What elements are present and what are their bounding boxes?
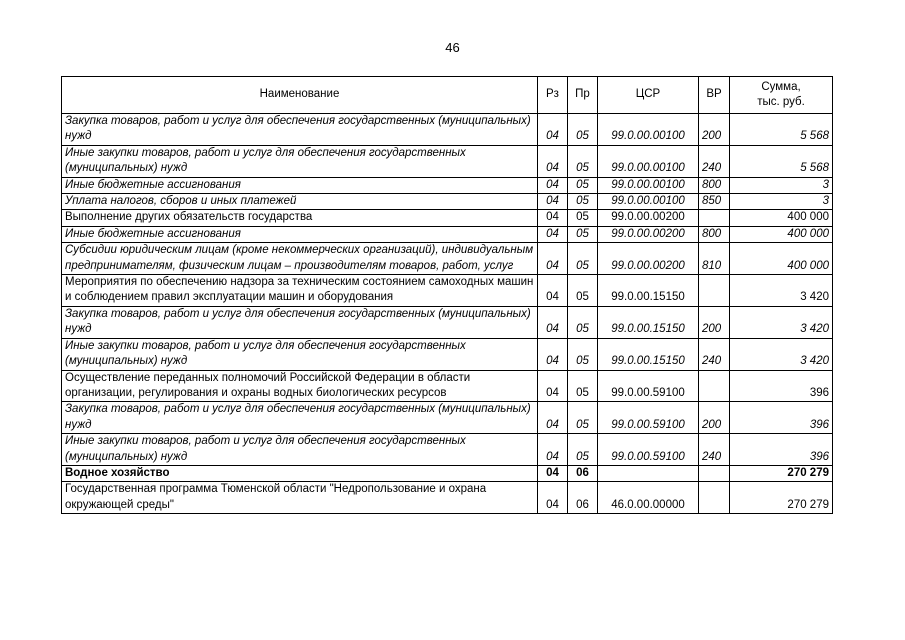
cell-pr: 05 — [568, 370, 598, 402]
cell-rz: 04 — [538, 402, 568, 434]
cell-vr: 850 — [699, 194, 730, 210]
budget-table — [61, 76, 833, 514]
cell-rz: 04 — [538, 465, 568, 481]
table-row — [62, 434, 833, 466]
header-pr: Пр — [568, 77, 598, 114]
cell-name: Мероприятия по обеспечению надзора за техническим состоянием самоходных машин и соблюдением правил эксплуатации машин и оборудования — [62, 275, 538, 307]
cell-sum: 396 — [730, 370, 833, 402]
cell-sum: 3 — [730, 194, 833, 210]
cell-rz: 04 — [538, 434, 568, 466]
cell-vr: 200 — [699, 402, 730, 434]
header-name: Наименование — [62, 77, 538, 114]
cell-name: Иные бюджетные ассигнования — [62, 177, 538, 193]
cell-rz: 04 — [538, 114, 568, 146]
cell-pr: 05 — [568, 402, 598, 434]
header-sum: Сумма, тыс. руб. — [730, 77, 833, 114]
cell-sum: 400 000 — [730, 210, 833, 226]
cell-name: Водное хозяйство — [62, 465, 538, 481]
cell-vr — [699, 370, 730, 402]
cell-vr — [699, 465, 730, 481]
cell-csr: 46.0.00.00000 — [598, 482, 699, 514]
cell-name: Иные бюджетные ассигнования — [62, 226, 538, 242]
cell-vr: 200 — [699, 114, 730, 146]
cell-pr: 05 — [568, 434, 598, 466]
cell-pr: 05 — [568, 210, 598, 226]
cell-pr: 05 — [568, 194, 598, 210]
cell-name: Государственная программа Тюменской области "Недропользование и охрана окружающей среды" — [62, 482, 538, 514]
cell-csr: 99.0.00.00100 — [598, 114, 699, 146]
cell-vr: 240 — [699, 338, 730, 370]
cell-sum: 3 — [730, 177, 833, 193]
cell-rz: 04 — [538, 306, 568, 338]
table-row — [62, 194, 833, 210]
cell-name: Выполнение других обязательств государства — [62, 210, 538, 226]
header-vr: ВР — [699, 77, 730, 114]
cell-name: Иные закупки товаров, работ и услуг для обеспечения государственных (муниципальных) нужд — [62, 338, 538, 370]
cell-sum: 396 — [730, 402, 833, 434]
cell-csr: 99.0.00.00100 — [598, 194, 699, 210]
cell-name: Субсидии юридическим лицам (кроме некоммерческих организаций), индивидуальным предпринимателям, физическим лицам – производителям товаров, работ, услуг — [62, 243, 538, 275]
table-header — [62, 77, 833, 114]
cell-csr: 99.0.00.00200 — [598, 210, 699, 226]
cell-sum: 400 000 — [730, 243, 833, 275]
cell-name: Иные закупки товаров, работ и услуг для обеспечения государственных (муниципальных) нужд — [62, 434, 538, 466]
table-row — [62, 465, 833, 481]
cell-vr: 800 — [699, 177, 730, 193]
table-row — [62, 482, 833, 514]
table-row — [62, 275, 833, 307]
cell-csr: 99.0.00.00200 — [598, 243, 699, 275]
header-csr: ЦСР — [598, 77, 699, 114]
cell-rz: 04 — [538, 243, 568, 275]
cell-sum: 400 000 — [730, 226, 833, 242]
cell-rz: 04 — [538, 210, 568, 226]
cell-pr: 05 — [568, 275, 598, 307]
cell-sum: 270 279 — [730, 482, 833, 514]
page-number: 46 — [445, 40, 460, 55]
cell-rz: 04 — [538, 482, 568, 514]
cell-sum: 5 568 — [730, 114, 833, 146]
cell-sum: 3 420 — [730, 306, 833, 338]
cell-sum: 3 420 — [730, 338, 833, 370]
cell-csr: 99.0.00.59100 — [598, 434, 699, 466]
cell-csr: 99.0.00.15150 — [598, 338, 699, 370]
cell-rz: 04 — [538, 275, 568, 307]
cell-rz: 04 — [538, 370, 568, 402]
table-body — [62, 114, 833, 514]
cell-name: Закупка товаров, работ и услуг для обеспечения государственных (муниципальных) нужд — [62, 306, 538, 338]
table-row — [62, 210, 833, 226]
cell-csr: 99.0.00.00200 — [598, 226, 699, 242]
cell-csr: 99.0.00.00100 — [598, 145, 699, 177]
cell-pr: 05 — [568, 226, 598, 242]
cell-rz: 04 — [538, 338, 568, 370]
cell-name: Закупка товаров, работ и услуг для обеспечения государственных (муниципальных) нужд — [62, 402, 538, 434]
cell-vr — [699, 482, 730, 514]
cell-sum: 396 — [730, 434, 833, 466]
cell-rz: 04 — [538, 194, 568, 210]
cell-rz: 04 — [538, 226, 568, 242]
cell-rz: 04 — [538, 177, 568, 193]
cell-vr: 800 — [699, 226, 730, 242]
cell-pr: 05 — [568, 338, 598, 370]
cell-pr: 05 — [568, 145, 598, 177]
cell-pr: 05 — [568, 243, 598, 275]
cell-name: Уплата налогов, сборов и иных платежей — [62, 194, 538, 210]
cell-pr: 06 — [568, 465, 598, 481]
cell-pr: 05 — [568, 177, 598, 193]
cell-csr: 99.0.00.15150 — [598, 306, 699, 338]
cell-vr — [699, 210, 730, 226]
cell-csr: 99.0.00.59100 — [598, 370, 699, 402]
cell-sum: 270 279 — [730, 465, 833, 481]
cell-pr: 05 — [568, 306, 598, 338]
table-row — [62, 226, 833, 242]
cell-name: Закупка товаров, работ и услуг для обеспечения государственных (муниципальных) нужд — [62, 114, 538, 146]
table-row — [62, 145, 833, 177]
cell-csr — [598, 465, 699, 481]
table-row — [62, 370, 833, 402]
cell-name: Осуществление переданных полномочий Российской Федерации в области организации, регулирования и охраны водных биологических ресурсов — [62, 370, 538, 402]
cell-name: Иные закупки товаров, работ и услуг для обеспечения государственных (муниципальных) нужд — [62, 145, 538, 177]
cell-vr: 200 — [699, 306, 730, 338]
cell-pr: 05 — [568, 114, 598, 146]
cell-csr: 99.0.00.59100 — [598, 402, 699, 434]
table-row — [62, 402, 833, 434]
table-row — [62, 243, 833, 275]
cell-vr: 240 — [699, 434, 730, 466]
cell-vr: 240 — [699, 145, 730, 177]
header-rz: Рз — [538, 77, 568, 114]
table-row — [62, 338, 833, 370]
cell-csr: 99.0.00.00100 — [598, 177, 699, 193]
cell-sum: 3 420 — [730, 275, 833, 307]
cell-rz: 04 — [538, 145, 568, 177]
cell-vr: 810 — [699, 243, 730, 275]
table-row — [62, 177, 833, 193]
cell-pr: 06 — [568, 482, 598, 514]
cell-vr — [699, 275, 730, 307]
cell-sum: 5 568 — [730, 145, 833, 177]
table-row — [62, 114, 833, 146]
table-row — [62, 306, 833, 338]
cell-csr: 99.0.00.15150 — [598, 275, 699, 307]
